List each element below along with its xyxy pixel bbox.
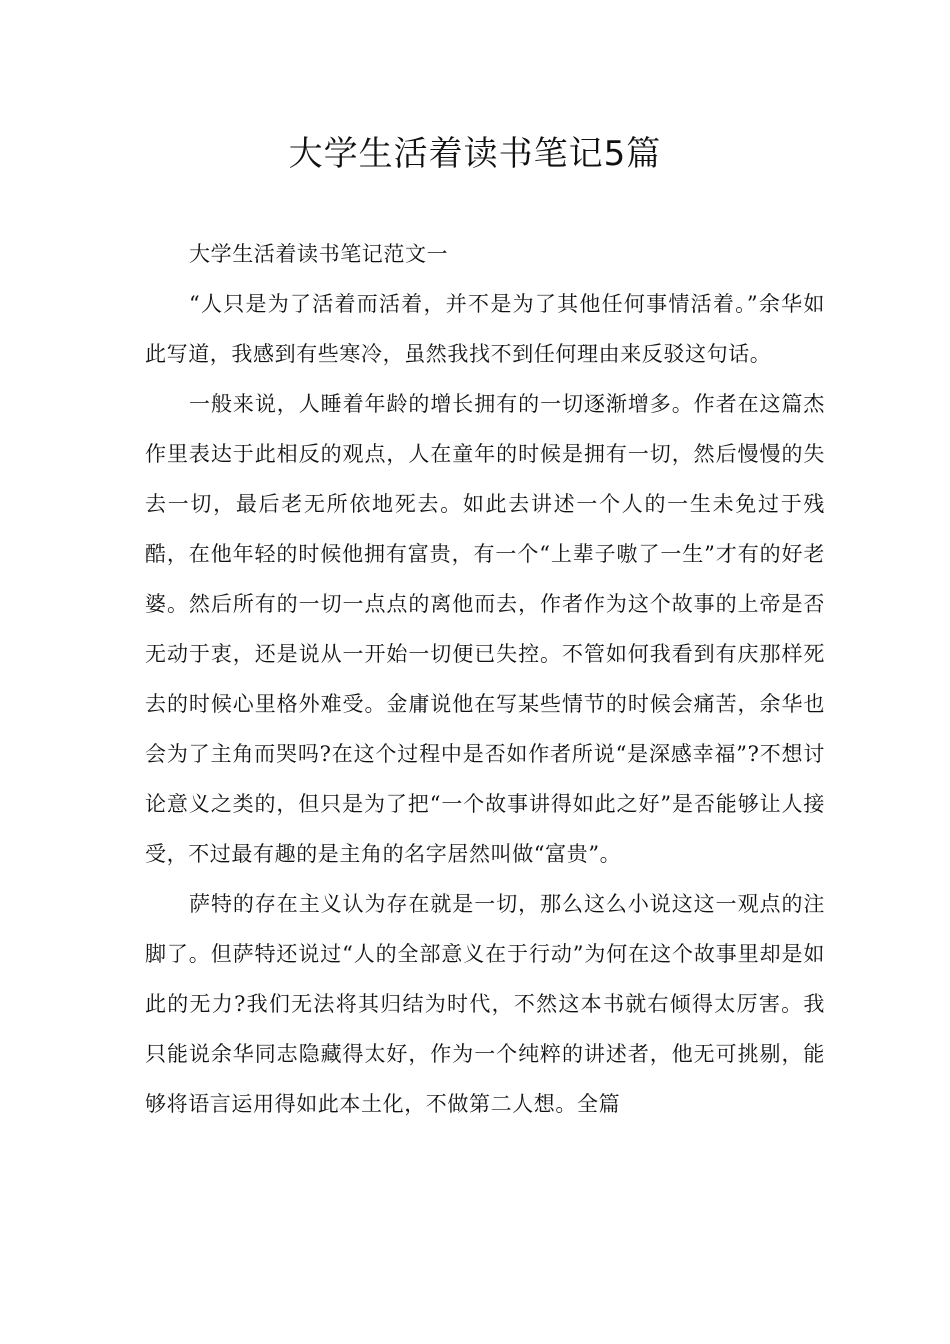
paragraph-2: 一般来说，人睡着年龄的增长拥有的一切逐渐增多。作者在这篇杰作里表达于此相反的观点，人在童年的时候是拥有一切，然后慢慢的失去一切，最后老无所依地死去。如此去讲述一个人的一生未免过于残酷，在他年轻的时候他拥有富贵，有一个“上辈子嗷了一生”才有的好老婆。然后所有的一切一点点的离他而去，作者作为这个故事的上帝是否无动于衷，还是说从一开始一切便已失控。不管如何我看到有庆那样死去的时候心里格外难受。金庸说他在写某些情节的时候会痛苦，余华也会为了主角而哭吗?在这个过程中是否如作者所说“是深感幸福”?不想讨论意义之类的，但只是为了把“一个故事讲得如此之好”是否能够让人接受，不过最有趣的是主角的名字居然叫做“富贵”。 xyxy=(145,392,825,866)
paragraph-3: 萨特的存在主义认为存在就是一切，那么这么小说这这一观点的注脚了。但萨特还说过“人的全部意义在于行动”为何在这个故事里却是如此的无力?我们无法将其归结为时代，不然这本书就右倾得太厉害。我只能说余华同志隐藏得太好，作为一个纯粹的讲述者，他无可挑剔，能够将语言运用得如此本土化，不做第二人想。全篇 xyxy=(145,892,825,1116)
document-body xyxy=(145,229,825,1129)
section-subheading: 大学生活着读书笔记范文一 xyxy=(189,242,449,266)
document-title: 大学生活着读书笔记5篇 xyxy=(288,134,662,174)
paragraph-1: “人只是为了活着而活着，并不是为了其他任何事情活着。”余华如此写道，我感到有些寒冷，虽然我找不到任何理由来反驳这句话。 xyxy=(145,292,825,366)
